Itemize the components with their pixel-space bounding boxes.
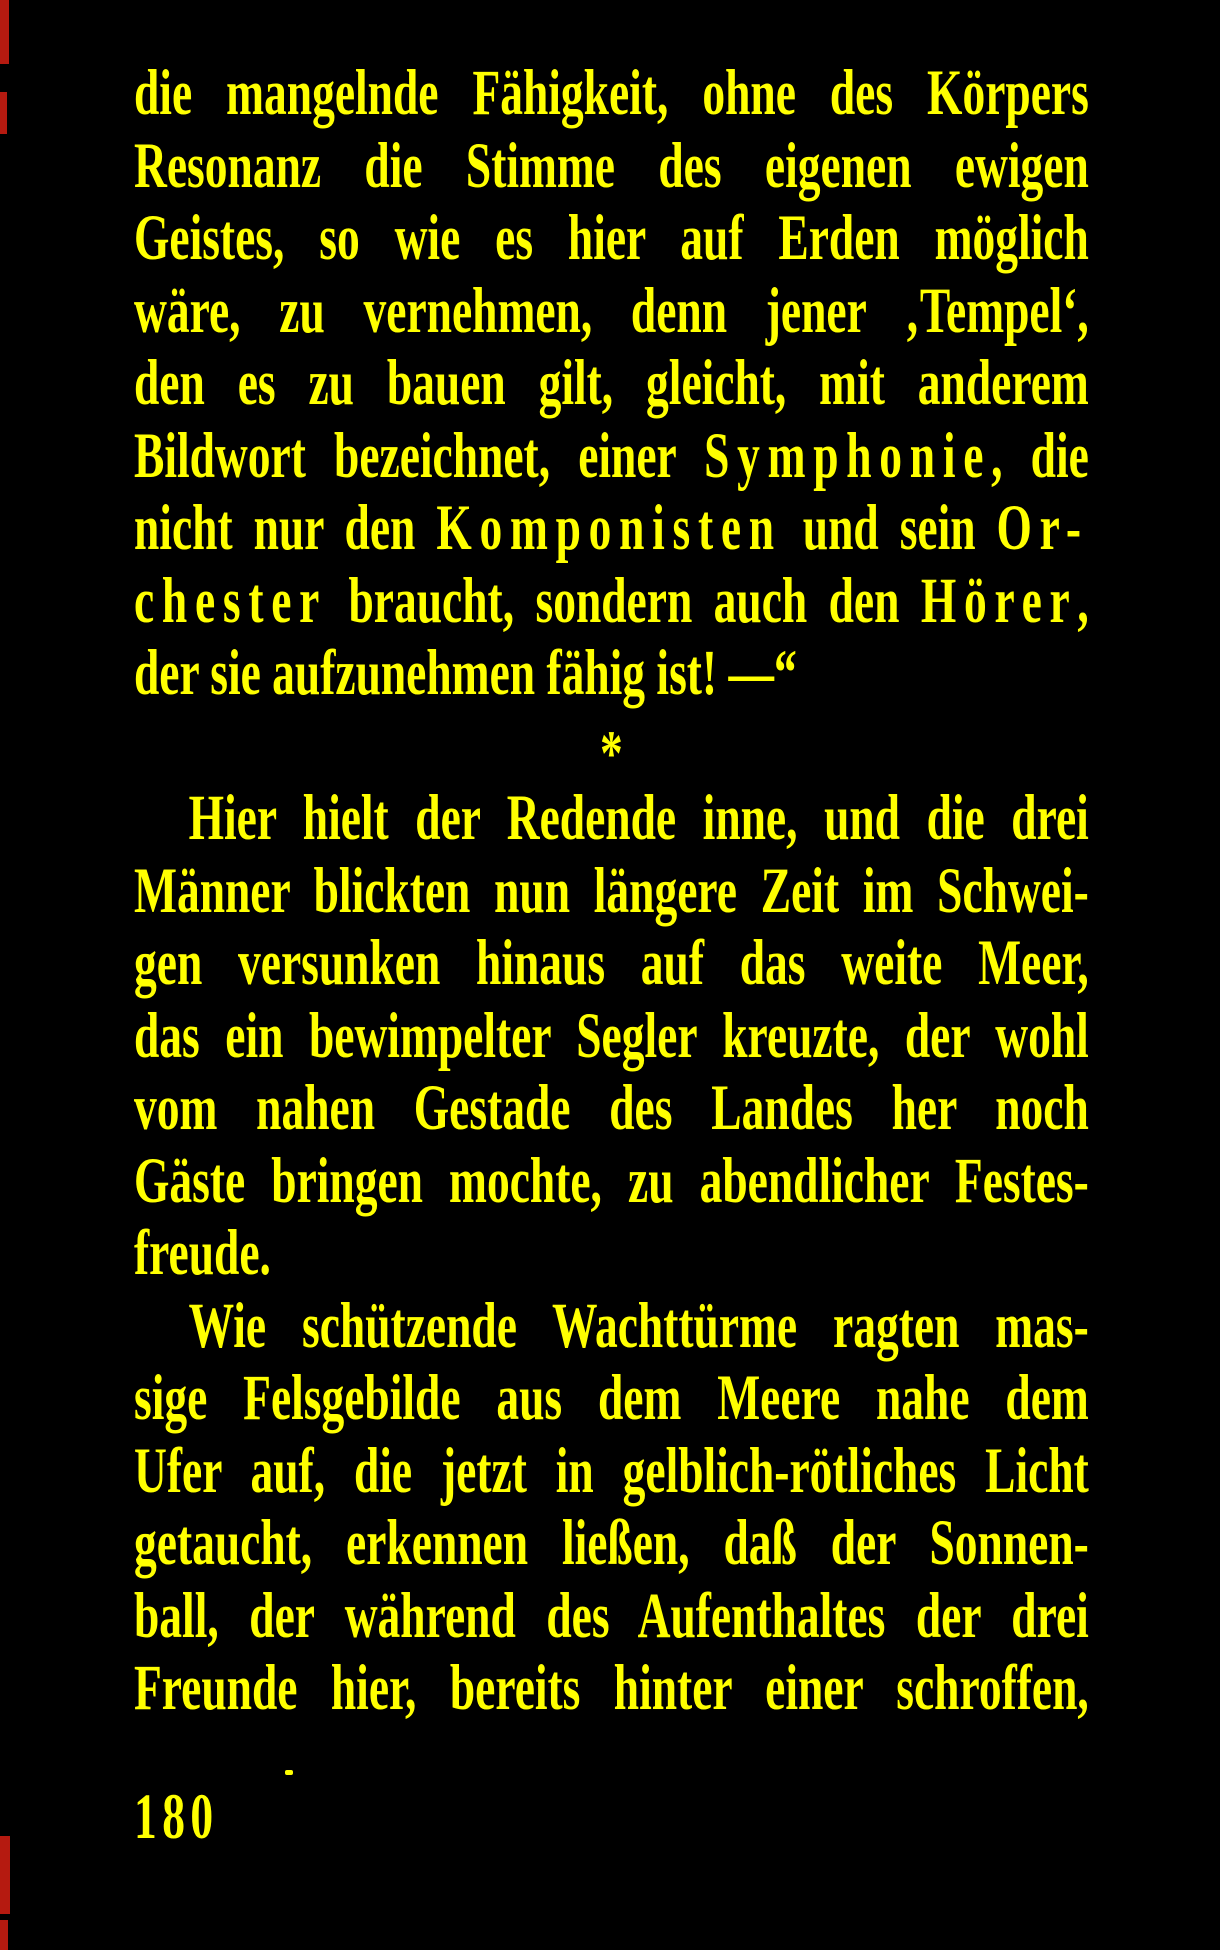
text-line — [134, 1362, 1089, 1435]
text-segment: , die — [991, 419, 1089, 492]
text-line — [134, 57, 1089, 130]
text-line — [134, 1145, 1089, 1218]
letterspaced-text: Komponisten — [436, 492, 782, 564]
red-scan-edge-mark — [0, 1836, 10, 1914]
text-segment: gen versunken hinaus auf das weite Meer, — [134, 927, 1089, 999]
text-line — [134, 1000, 1089, 1073]
text-segment: ball, der während des Aufenthaltes der drei — [134, 1579, 1089, 1652]
text-segment: den es zu bauen gilt, gleicht, mit anderem — [134, 347, 1089, 419]
text-line — [134, 927, 1089, 1000]
text-segment: Resonanz die Stimme des eigenen ewigen — [134, 129, 1089, 202]
letterspaced-text: Or- — [996, 492, 1089, 564]
text-line — [134, 1435, 1089, 1508]
text-segment: Ufer auf, die jetzt in gelblich-rötliches Licht — [134, 1434, 1089, 1507]
scan-speck — [285, 1770, 293, 1775]
letterspaced-text: chester — [134, 564, 328, 637]
text-line — [134, 1072, 1089, 1145]
text-line — [134, 1507, 1089, 1580]
text-segment: Freunde hier, bereits hinter einer schroffen, — [134, 1652, 1089, 1724]
text-segment: und sein — [781, 492, 997, 564]
text-line — [134, 275, 1089, 348]
text-line — [134, 492, 1089, 565]
text-segment: freude. — [134, 1217, 271, 1289]
red-scan-edge-mark — [0, 0, 9, 64]
text-segment: der sie aufzunehmen fähig ist! —“ — [134, 637, 797, 709]
text-line — [134, 1290, 1089, 1363]
text-segment: Hier hielt der Redende inne, und die drei — [188, 782, 1089, 854]
text-segment: Bildwort bezeichnet, einer — [134, 419, 705, 492]
text-line — [134, 130, 1089, 203]
letterspaced-text: Hörer — [920, 564, 1078, 637]
page-number: 180 — [134, 1781, 219, 1853]
text-line — [134, 347, 1089, 420]
text-segment: braucht, sondern auch den — [327, 564, 921, 637]
red-scan-edge-mark — [0, 1920, 8, 1950]
text-segment: Männer blickten nun längere Zeit im Schwei- — [134, 854, 1089, 927]
text-line — [134, 420, 1089, 493]
text-line — [134, 1580, 1089, 1653]
letterspaced-text: Symphonie — [704, 419, 992, 492]
text-segment: * — [600, 717, 623, 790]
text-line — [134, 855, 1089, 928]
red-scan-edge-mark — [0, 92, 7, 134]
text-segment: wäre, zu vernehmen, denn jener ‚Tempel‘, — [134, 274, 1089, 347]
text-segment: , — [1077, 564, 1089, 637]
text-segment: vom nahen Gestade des Landes her noch — [134, 1072, 1089, 1144]
text-segment: das ein bewimpelter Segler kreuzte, der wohl — [134, 999, 1089, 1072]
text-line — [134, 565, 1089, 638]
text-segment: Gäste bringen mochte, zu abendlicher Festes- — [134, 1144, 1089, 1217]
text-segment: Wie schützende Wachttürme ragten mas- — [188, 1289, 1089, 1362]
text-line — [134, 637, 1089, 710]
text-line — [134, 1217, 1089, 1290]
text-block — [134, 57, 1089, 1725]
text-segment: Geistes, so wie es hier auf Erden möglich — [134, 202, 1089, 274]
text-segment: getaucht, erkennen ließen, daß der Sonnen- — [134, 1507, 1089, 1579]
text-line — [134, 1652, 1089, 1725]
text-line — [134, 202, 1089, 275]
asterisk-separator — [134, 710, 1089, 790]
text-segment: die mangelnde Fähigkeit, ohne des Körpers — [134, 57, 1089, 129]
text-segment: nicht nur den — [134, 492, 437, 564]
text-segment: sige Felsgebilde aus dem Meere nahe dem — [134, 1362, 1089, 1434]
text-line — [134, 782, 1089, 855]
